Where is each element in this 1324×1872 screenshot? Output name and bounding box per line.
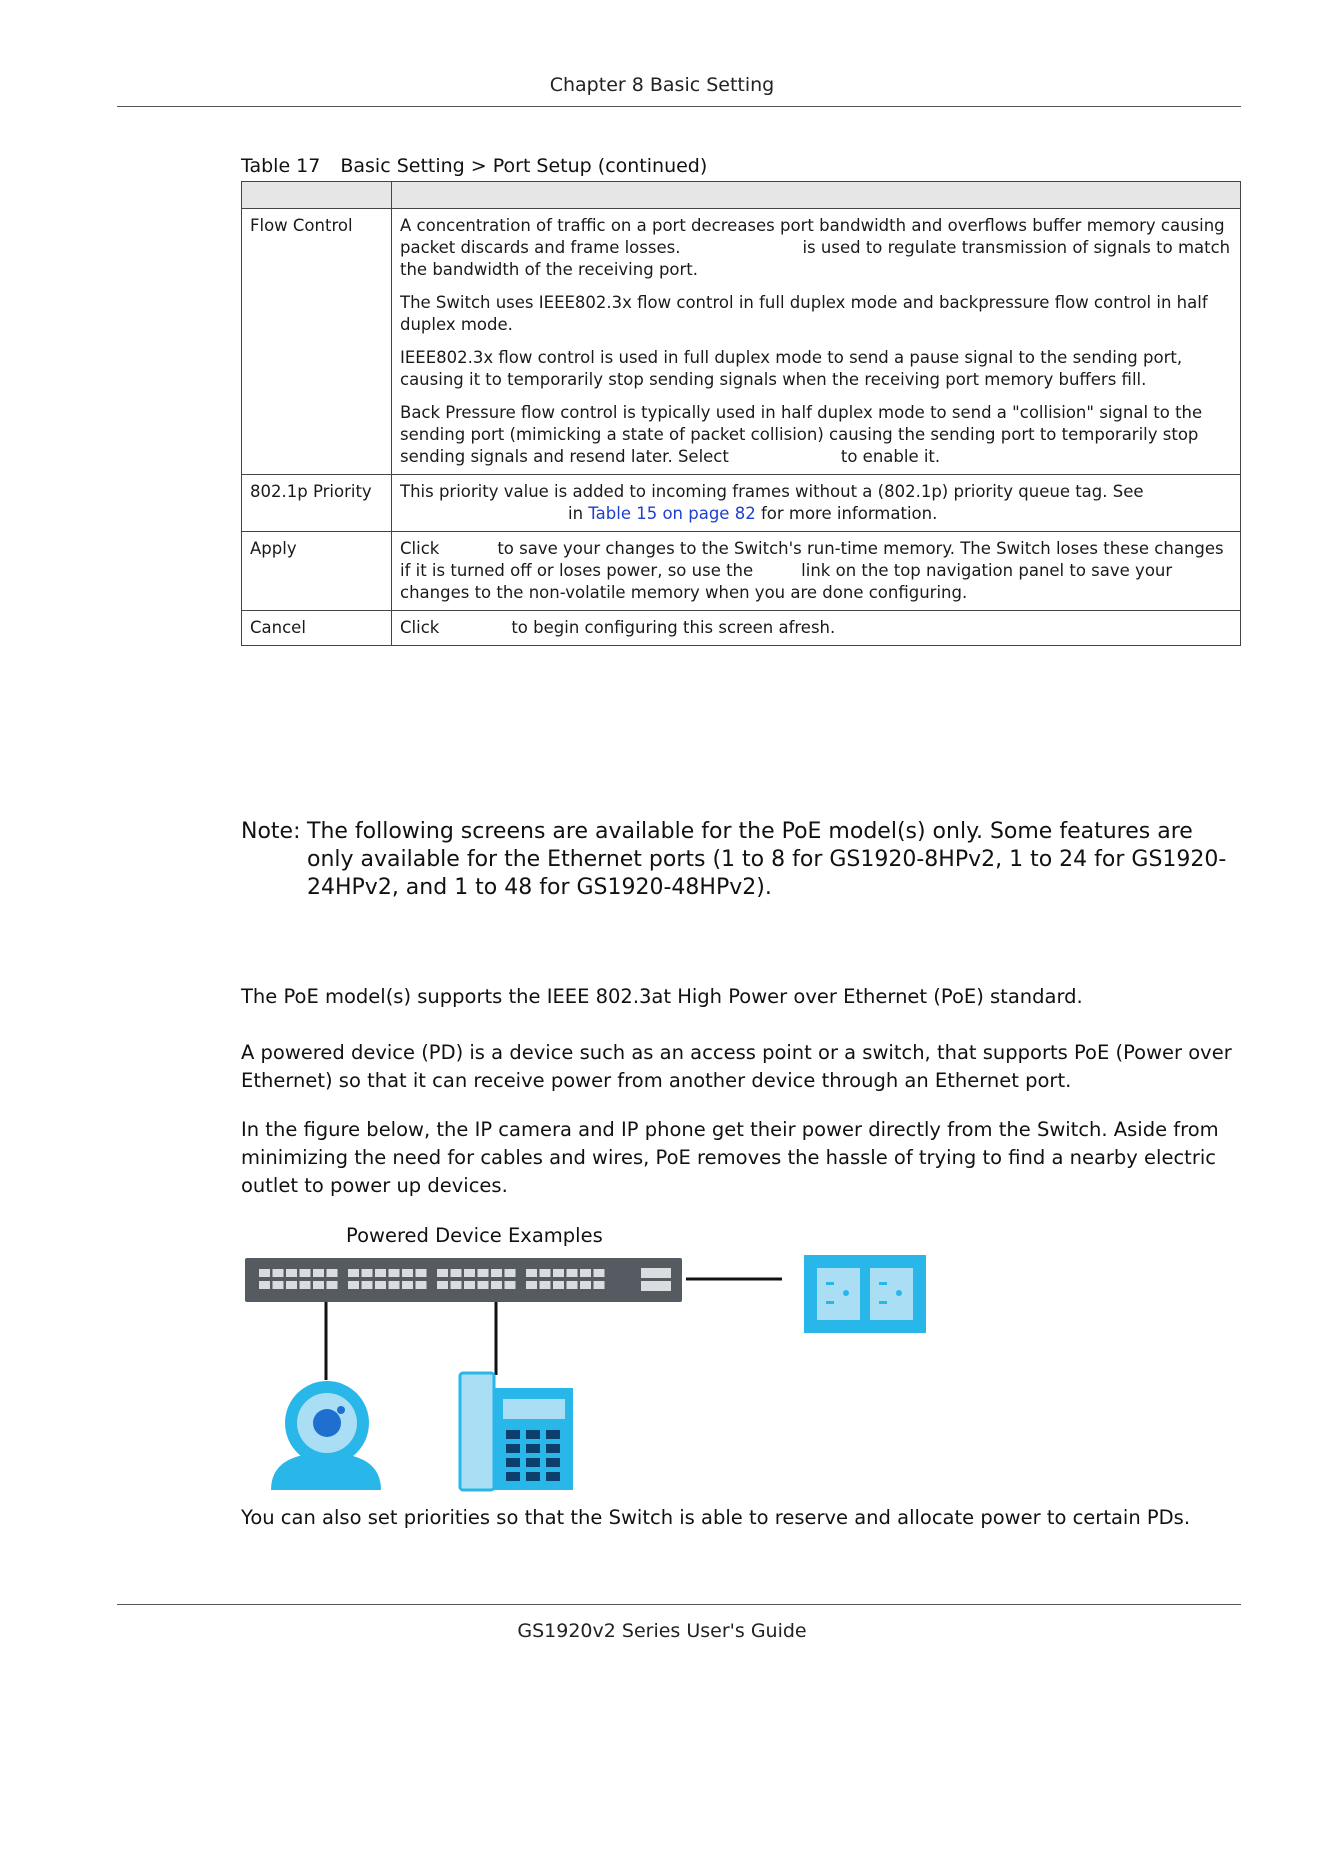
body-paragraph-figure-intro: In the figure below, the IP camera and IP phone get their power directly from the Switch. Aside from minimizing the need for cables and wires, PoE removes the hassle of trying to find a nearby electric outlet to power up devices. [241,1118,1219,1197]
switch-port-icon [594,1281,605,1289]
switch-port-icon [416,1269,427,1277]
table-row [242,532,1241,611]
switch-port-icon [259,1269,270,1277]
footer-rule [117,1604,1241,1605]
header-rule [117,106,1241,107]
phone-key-icon [546,1458,560,1467]
note-text: The following screens are available for the PoE model(s) only. Some features are only available for the Ethernet ports (1 to 8 for GS1920-8HPv2, 1 to 24 for GS1920-24HPv2, and 1 to 48 for GS1920-48HPv2). [307,819,1227,900]
phone-key-icon [506,1444,520,1453]
switch-port-icon [540,1269,551,1277]
switch-port-icon [553,1269,564,1277]
switch-icon [245,1258,682,1302]
power-outlet-icon [804,1255,926,1333]
switch-port-icon [300,1269,311,1277]
switch-port-icon [594,1269,605,1277]
table-15-link[interactable]: Table 15 on page 82 [588,504,756,523]
switch-port-icon [300,1281,311,1289]
phone-key-icon [526,1472,540,1481]
row-description-8021p-priority [392,475,1241,532]
switch-port-icon [580,1281,591,1289]
port-setup-table [241,181,1241,646]
apply-text-b: to save your changes to the Switch's run-time memory. The Switch loses these changes if it is turned off or loses power, so use the [400,539,1224,580]
phone-key-icon [546,1430,560,1439]
table-row [242,611,1241,646]
row-label-apply: Apply [242,532,392,611]
switch-port-icon [362,1281,373,1289]
powered-device-figure [241,1255,941,1495]
phone-key-icon [506,1458,520,1467]
switch-port-icon [505,1281,516,1289]
flow-control-paragraph-3: IEEE802.3x flow control is used in full duplex mode to send a pause signal to the sending port, causing it to temporarily stop sending signals when the receiving port memory buffers fill. [400,348,1183,389]
switch-port-icon [464,1281,475,1289]
table-row [242,209,1241,475]
switch-port-icon [567,1269,578,1277]
body-paragraph-poe-standard: The PoE model(s) supports the IEEE 802.3at High Power over Ethernet (PoE) standard. [241,985,1083,1008]
priority-text-b: for more information. [760,504,938,523]
table-header-row [242,182,1241,209]
switch-port-icon [437,1269,448,1277]
switch-port-icon [389,1281,400,1289]
phone-key-icon [526,1430,540,1439]
body-paragraph-priorities: You can also set priorities so that the Switch is able to reserve and allocate power to certain PDs. [241,1506,1191,1529]
switch-port-icon [526,1269,537,1277]
switch-port-icon [402,1281,413,1289]
table-header-cell-description [392,182,1241,209]
switch-port-icon [553,1281,564,1289]
phone-key-icon [506,1472,520,1481]
ip-camera-icon [271,1381,381,1490]
cancel-text-a: Click [400,618,440,637]
note-label: Note: [241,819,301,844]
switch-port-icon [540,1281,551,1289]
switch-port-icon [491,1269,502,1277]
note-block [241,818,1251,902]
apply-text-a: Click [400,539,440,558]
powered-device-diagram [241,1255,941,1495]
flow-control-text-1a: A concentration of traffic on a port decreases port bandwidth and overflows buffer memory causing packet discards and frame losses. [400,216,1225,257]
switch-port-icon [491,1281,502,1289]
table-caption-number: Table 17 [241,155,321,177]
switch-port-icon [362,1269,373,1277]
flow-control-paragraph-1 [400,215,1232,281]
switch-port-icon [402,1269,413,1277]
switch-port-icon [526,1281,537,1289]
priority-text-in: in [568,504,584,523]
page-footer: GS1920v2 Series User's Guide [517,1620,807,1642]
switch-port-icon [389,1269,400,1277]
switch-port-icon [327,1269,338,1277]
flow-control-text-4a: Back Pressure flow control is typically used in half duplex mode to send a "collision" signal to the sending port (mimicking a state of packet collision) causing the sending port to temporarily stop sending signals and resend later. Select [400,403,1203,466]
table-header-cell-label [242,182,392,209]
switch-port-icon [375,1281,386,1289]
switch-port-icon [451,1281,462,1289]
phone-key-icon [526,1444,540,1453]
switch-port-icon [273,1269,284,1277]
switch-port-icon [286,1281,297,1289]
apply-text-c: link on the top navigation panel to save your changes to the non-volatile memory when you are done configuring. [400,561,1173,602]
switch-port-icon [567,1281,578,1289]
row-label-cancel: Cancel [242,611,392,646]
phone-key-icon [546,1444,560,1453]
switch-port-icon [348,1269,359,1277]
cancel-text-b: to begin configuring this screen afresh. [511,618,836,637]
table-caption [241,155,707,177]
switch-port-icon [478,1269,489,1277]
row-description-apply [392,532,1241,611]
switch-port-icon [327,1281,338,1289]
row-description-cancel [392,611,1241,646]
row-description-flow-control [392,209,1241,475]
flow-control-text-1b: is used to regulate transmission of signals to match the bandwidth of the receiving port. [400,238,1231,279]
table-caption-title: Basic Setting > Port Setup (continued) [340,155,708,177]
switch-port-icon [437,1281,448,1289]
switch-port-icon [464,1269,475,1277]
switch-port-icon [375,1269,386,1277]
row-label-8021p-priority: 802.1p Priority [242,475,392,532]
switch-port-icon [478,1281,489,1289]
flow-control-paragraph-4 [400,402,1232,468]
phone-key-icon [506,1430,520,1439]
switch-port-icon [416,1281,427,1289]
figure-title: Powered Device Examples [346,1224,603,1247]
table-row [242,475,1241,532]
switch-port-icon [259,1281,270,1289]
switch-port-icon [451,1269,462,1277]
flow-control-paragraph-2: The Switch uses IEEE802.3x flow control in full duplex mode and backpressure flow control in half duplex mode. [400,293,1208,334]
switch-port-icon [348,1281,359,1289]
switch-port-icon [273,1281,284,1289]
row-label-flow-control: Flow Control [242,209,392,475]
switch-port-icon [580,1269,591,1277]
switch-port-icon [313,1281,324,1289]
priority-text-a: This priority value is added to incoming frames without a (802.1p) priority queue tag. See [400,482,1144,501]
switch-port-icon [313,1269,324,1277]
phone-key-icon [526,1458,540,1467]
switch-port-icon [505,1269,516,1277]
ip-phone-icon [460,1373,573,1490]
phone-key-icon [546,1472,560,1481]
page-header: Chapter 8 Basic Setting [549,74,775,96]
switch-port-icon [286,1269,297,1277]
body-paragraph-powered-device: A powered device (PD) is a device such as an access point or a switch, that supports PoE (Power over Ethernet) so that it can receive power from another device through an Ethernet port. [241,1041,1232,1092]
flow-control-text-4b: to enable it. [840,447,941,466]
